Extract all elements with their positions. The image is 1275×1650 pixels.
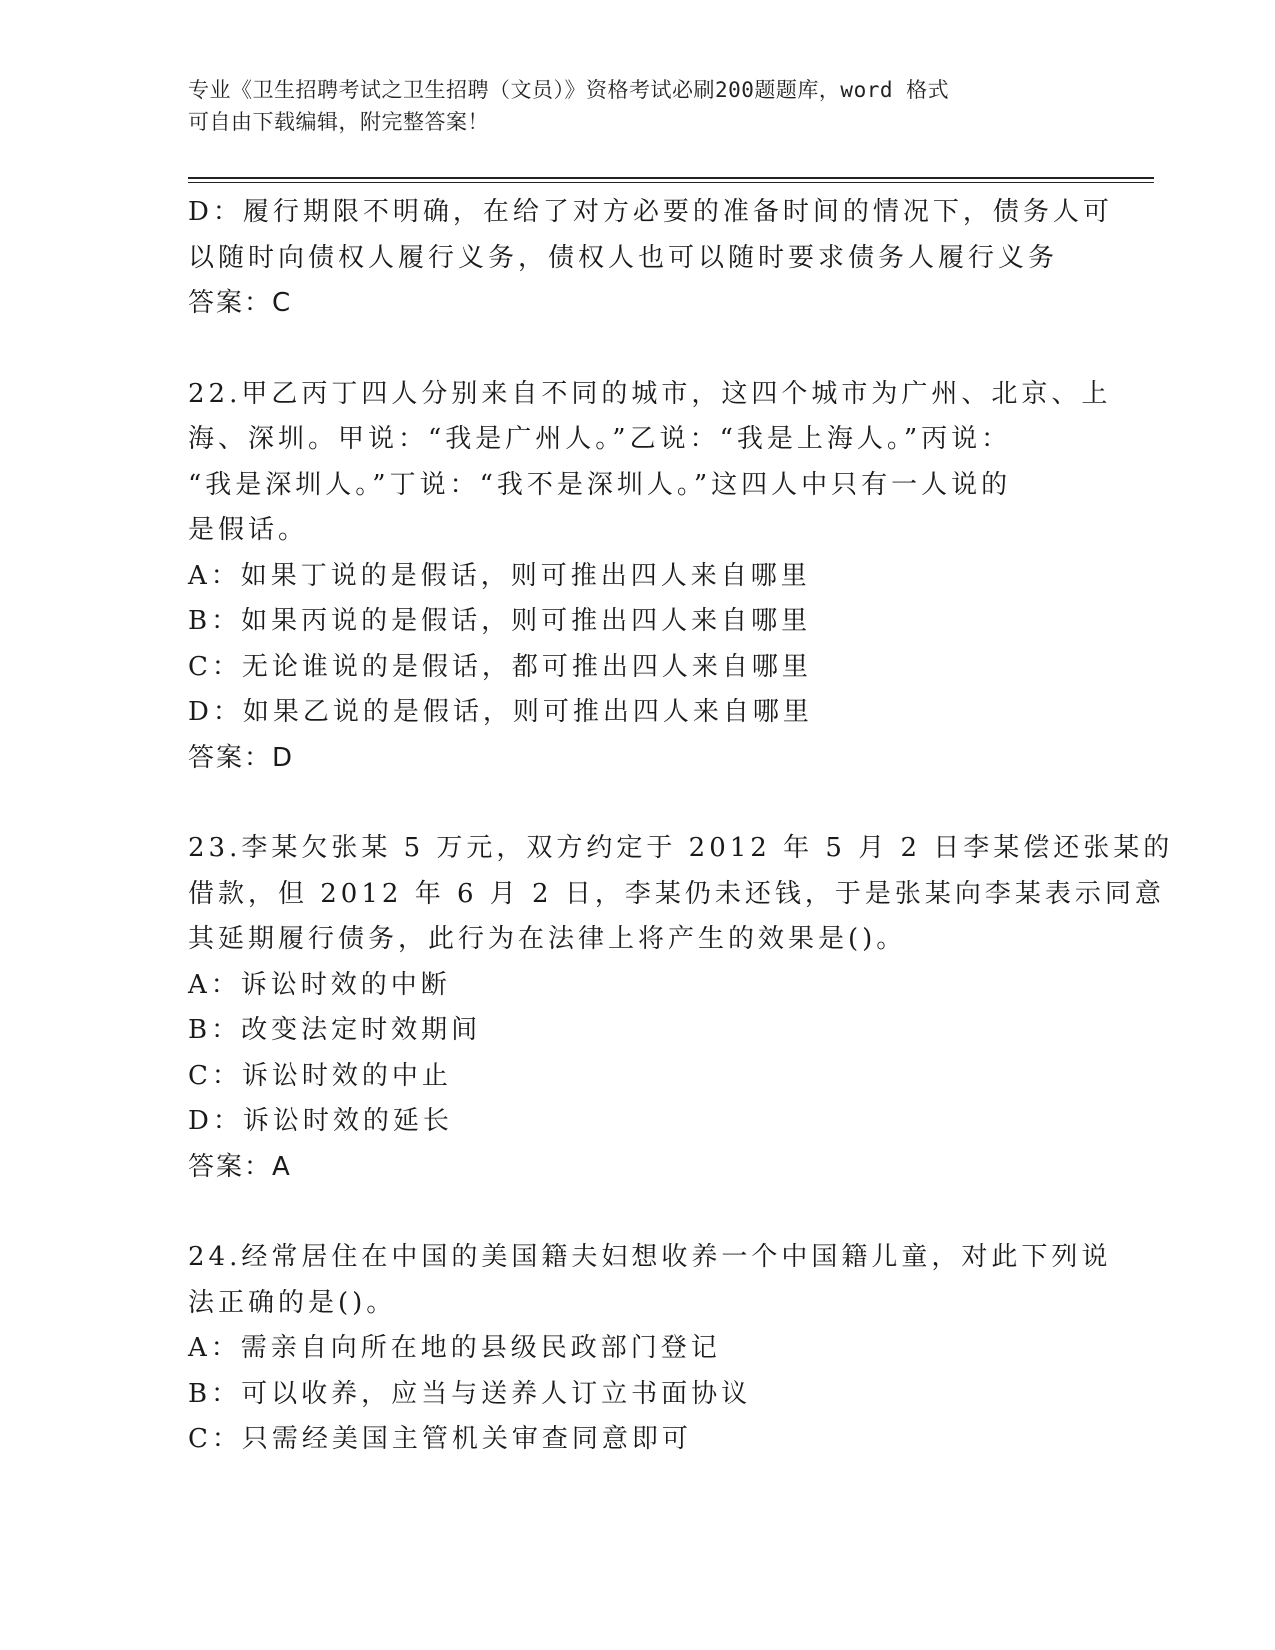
q21-option-d-line-2: 以随时向债权人履行义务，债权人也可以随时要求债务人履行义务	[188, 242, 1059, 273]
q24-stem-line-1: 24.经常居住在中国的美国籍夫妇想收养一个中国籍儿童，对此下列说	[188, 1242, 1112, 1272]
question-21-tail	[188, 190, 1113, 327]
q24-stem-line-2: 法正确的是()。	[188, 1287, 397, 1318]
q23-stem-line-2: 借款，但 2012 年 6 月 2 日，李某仍未还钱，于是张某向李某表示同意	[188, 878, 1165, 909]
q22-option-a: A：如果丁说的是假话，则可推出四人来自哪里	[188, 560, 811, 591]
q23-answer: 答案：A	[188, 1151, 292, 1182]
q22-stem-line-3: “我是深圳人。”丁说：“我不是深圳人。”这四人中只有一人说的	[188, 469, 1012, 500]
q23-stem-line-3: 其延期履行债务，此行为在法律上将产生的效果是()。	[188, 924, 907, 954]
q21-option-d-line-1: D：履行期限不明确，在给了对方必要的准备时间的情况下，债务人可	[188, 197, 1113, 227]
document-header	[188, 74, 1068, 138]
q22-option-b: B：如果丙说的是假话，则可推出四人来自哪里	[188, 606, 812, 636]
q23-option-b: B：改变法定时效期间	[188, 1015, 482, 1045]
q23-option-d: D：诉讼时效的延长	[188, 1106, 453, 1136]
question-22	[188, 372, 1112, 782]
spacer	[188, 1190, 1078, 1235]
q22-stem-line-2: 海、深圳。甲说：“我是广州人。”乙说：“我是上海人。”丙说：	[188, 424, 1012, 454]
spacer	[188, 781, 1078, 826]
q22-option-c: C：无论谁说的是假话，都可推出四人来自哪里	[188, 651, 812, 682]
q21-answer: 答案：C	[188, 288, 293, 318]
q24-option-c: C：只需经美国主管机关审查同意即可	[188, 1424, 692, 1454]
header-line-1: 专业《卫生招聘考试之卫生招聘（文员）》资格考试必刷200题题库，word 格式	[188, 78, 950, 102]
spacer	[188, 327, 1078, 372]
header-line-2: 可自由下载编辑，附完整答案！	[188, 110, 489, 134]
header-divider-thin	[188, 182, 1154, 183]
q24-option-a: A：需亲自向所在地的县级民政部门登记	[188, 1333, 721, 1363]
q23-option-c: C：诉讼时效的中止	[188, 1060, 452, 1091]
q23-option-a: A：诉讼时效的中断	[188, 969, 451, 1000]
question-23	[188, 826, 1174, 1190]
q24-option-b: B：可以收养，应当与送养人订立书面协议	[188, 1378, 752, 1409]
q23-stem-line-1: 23.李某欠张某 5 万元，双方约定于 2012 年 5 月 2 日李某偿还张某的	[188, 833, 1174, 863]
q22-answer: 答案：D	[188, 742, 295, 773]
question-content	[188, 190, 1174, 1463]
q22-option-d: D：如果乙说的是假话，则可推出四人来自哪里	[188, 697, 813, 727]
question-24	[188, 1235, 1112, 1463]
q22-stem-line-4: 是假话。	[188, 515, 309, 545]
header-divider-thick	[188, 177, 1154, 179]
q22-stem-line-1: 22.甲乙丙丁四人分别来自不同的城市，这四个城市为广州、北京、上	[188, 378, 1112, 409]
